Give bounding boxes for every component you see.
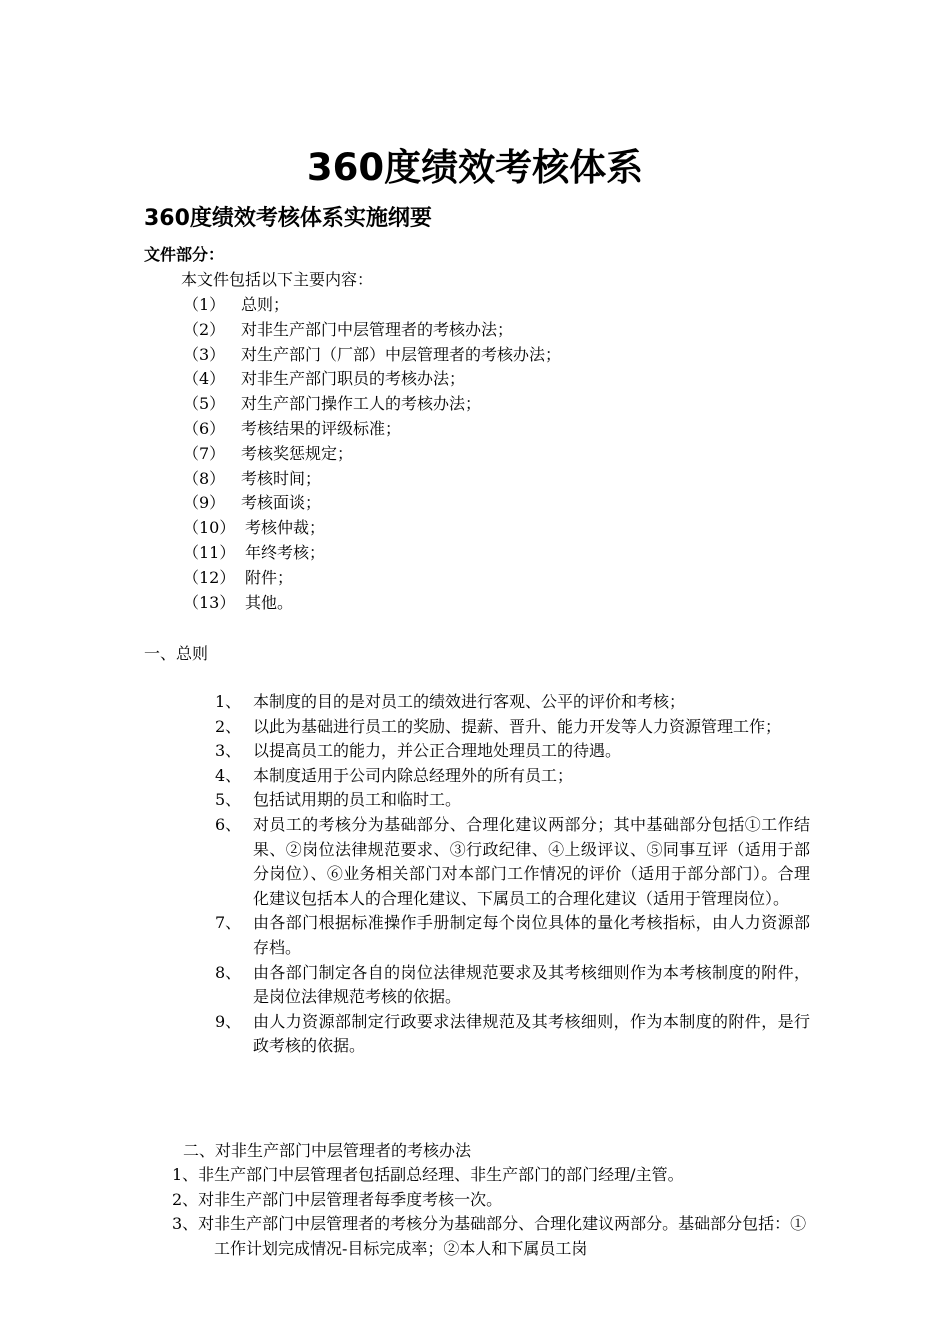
- contents-item: （8） 考核时间；: [183, 468, 322, 488]
- contents-item: （6） 考核结果的评级标准；: [183, 418, 402, 438]
- file-section-label: 文件部分：: [144, 245, 225, 264]
- section2-list: [172, 1163, 812, 1261]
- rule-item: 7、 由各部门根据标准操作手册制定每个岗位具体的量化考核指标，由人力资源部存档。: [215, 913, 810, 957]
- contents-item: （7） 考核奖惩规定；: [183, 443, 354, 463]
- rule-item: 3、 以提高员工的能力，并公正合理地处理员工的待遇。: [215, 741, 622, 761]
- contents-item: （11） 年终考核；: [183, 542, 326, 562]
- contents-item: （10） 考核仲裁；: [183, 518, 326, 538]
- rule-item: 2、 以此为基础进行员工的奖励、提薪、晋升、能力开发等人力资源管理工作；: [215, 716, 782, 736]
- rule-item: 5、 包括试用期的员工和临时工。: [215, 790, 462, 810]
- section2-item: 1、非生产部门中层管理者包括副总经理、非生产部门的部门经理/主管。: [172, 1165, 684, 1184]
- section2-item: 2、对非生产部门中层管理者每季度考核一次。: [172, 1189, 503, 1209]
- rule-item: 8、 由各部门制定各自的岗位法律规范要求及其考核细则作为本考核制度的附件，是岗位法律规范考核的依据。: [215, 962, 810, 1007]
- contents-item: （2） 对非生产部门中层管理者的考核办法；: [183, 319, 514, 339]
- contents-item: （9） 考核面谈；: [183, 493, 322, 513]
- rule-item: 1、 本制度的目的是对员工的绩效进行客观、公平的评价和考核；: [215, 692, 686, 711]
- contents-list: [183, 293, 561, 615]
- contents-item: （5） 对生产部门操作工人的考核办法；: [183, 394, 482, 414]
- section2-item: 3、对非生产部门中层管理者的考核分为基础部分、合理化建议两部分。基础部分包括：①工作计划完成情况-目标完成率；②本人和下属员工岗: [172, 1214, 807, 1258]
- section1-heading: 一、总则: [144, 644, 209, 663]
- document-title: 360度绩效考核体系: [306, 146, 644, 189]
- rule-item: 9、 由人力资源部制定行政要求法律规范及其考核细则，作为本制度的附件，是行政考核的依据。: [215, 1011, 810, 1056]
- contents-item: （12） 附件；: [183, 567, 294, 587]
- contents-item: （4） 对非生产部门职员的考核办法；: [183, 369, 466, 389]
- rule-item: 4、 本制度适用于公司内除总经理外的所有员工；: [215, 765, 574, 785]
- section2-heading: 二、对非生产部门中层管理者的考核办法: [183, 1141, 472, 1160]
- rule-item: 6、 对员工的考核分为基础部分、合理化建议两部分；其中基础部分包括①工作结果、②岗位法律规范要求、③行政纪律、④上级评议、⑤同事互评（适用于部分岗位）、⑥业务相关部门对本部门工作情况的评价（适用于部分部门）。合理化建议包括本人的合理化建议、下属员工的合理化建议（适用于管理岗位）。: [215, 814, 810, 908]
- document-subtitle: 360度绩效考核体系实施纲要: [144, 206, 432, 231]
- contents-item: （3） 对生产部门（厂部）中层管理者的考核办法；: [183, 344, 562, 364]
- file-section-intro: 本文件包括以下主要内容：: [181, 270, 374, 289]
- contents-item: （13） 其他。: [183, 592, 294, 612]
- general-rules-list: [215, 690, 810, 1059]
- contents-item: （1） 总则；: [183, 295, 290, 314]
